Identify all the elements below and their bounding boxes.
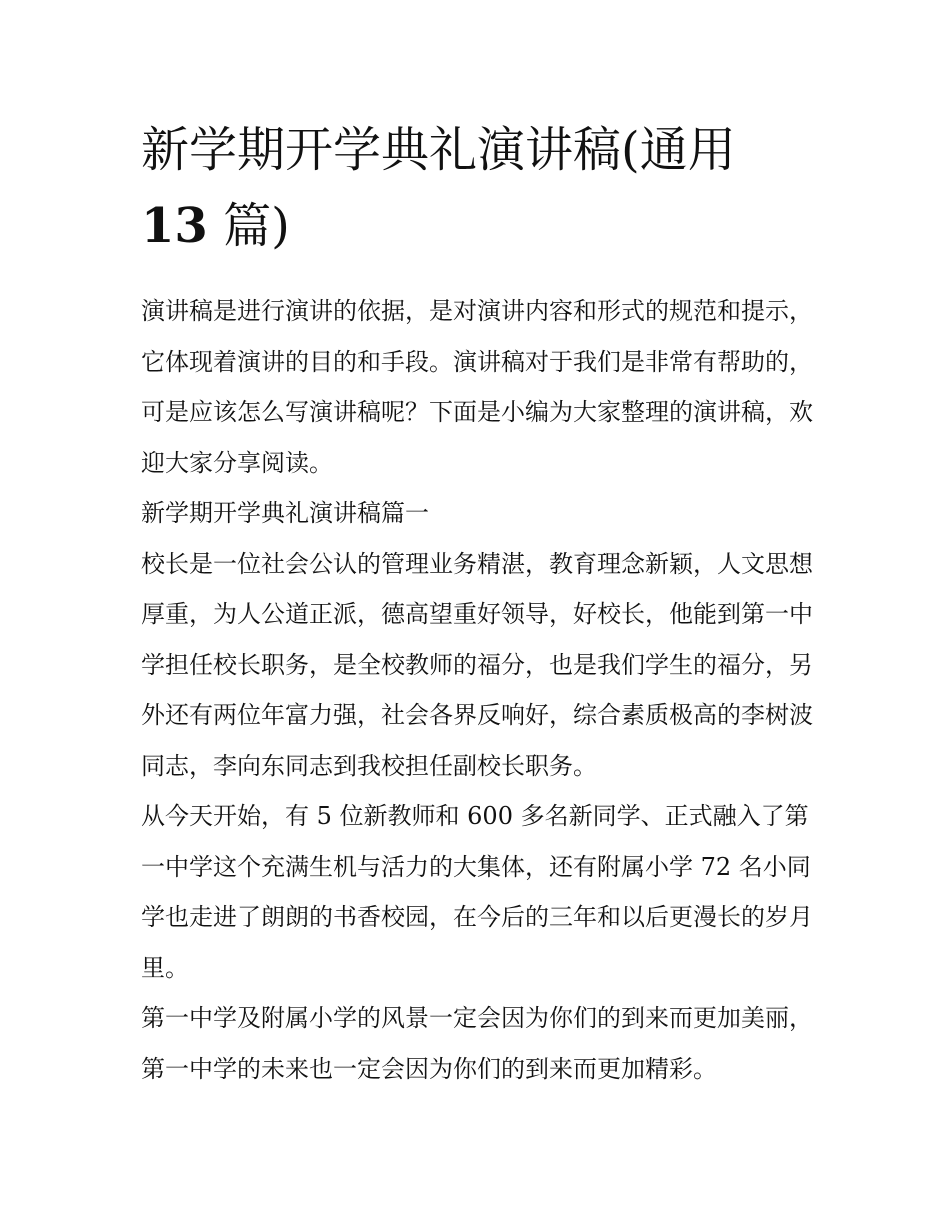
intro-paragraph: 演讲稿是进行演讲的依据，是对演讲内容和形式的规范和提示，它体现着演讲的目的和手段。演讲稿对于我们是非常有帮助的，可是应该怎么写演讲稿呢？下面是小编为大家整理的演讲稿，欢迎大家分享阅读。	[141, 297, 813, 477]
body-paragraph-1: 校长是一位社会公认的管理业务精湛，教育理念新颖，人文思想厚重，为人公道正派，德高望重好领导，好校长，他能到第一中学担任校长职务，是全校教师的福分，也是我们学生的福分，另外还有两位年富力强，社会各界反响好，综合素质极高的李树波同志，李向东同志到我校担任副校长职务。	[141, 549, 813, 780]
title-main: 新学期开学典礼演讲稿(通用	[141, 122, 736, 178]
section-heading: 新学期开学典礼演讲稿篇一	[141, 499, 429, 527]
document-page	[141, 112, 813, 1094]
title-number: 13	[141, 198, 208, 254]
body-paragraph-2: 从今天开始，有 5 位新教师和 600 多名新同学、正式融入了第一中学这个充满生机与活力的大集体，还有附属小学 72 名小同学也走进了朗朗的书香校园，在今后的三年和以后更漫长的岁月里。	[141, 802, 813, 982]
title-tail: 篇)	[223, 198, 290, 254]
document-title	[141, 112, 813, 264]
body-paragraph-3: 第一中学及附属小学的风景一定会因为你们的到来而更加美丽，第一中学的未来也一定会因为你们的到来而更加精彩。	[141, 1004, 813, 1083]
